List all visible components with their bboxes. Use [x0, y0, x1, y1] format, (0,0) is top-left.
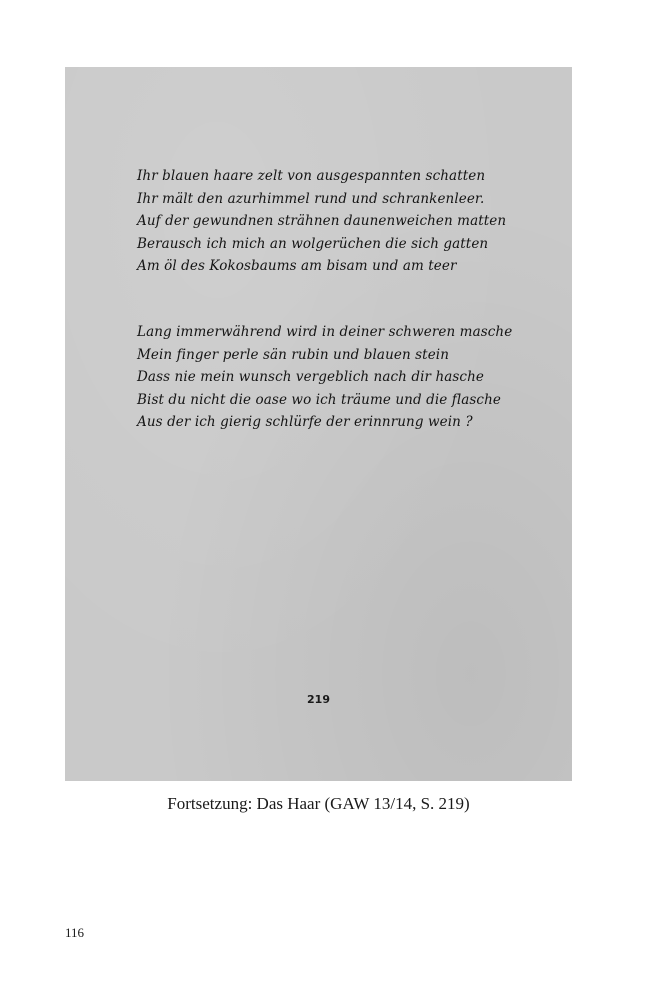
verse-line: Dass nie mein wunsch vergeblich nach dir hasche: [137, 369, 484, 385]
stanza-2: [137, 321, 512, 434]
verse-line: Bist du nicht die oase wo ich träume und die flasche: [137, 391, 501, 408]
verse-line: Berausch ich mich an wolgerüchen die sich gatten: [137, 235, 489, 252]
verse-line: Auf der gewundnen strähnen daunenweichen matten: [137, 213, 507, 229]
stanza-1: [137, 165, 506, 278]
verse-line: Am öl des Kokosbaums am bisam und am teer: [137, 258, 457, 274]
verse-line: Mein finger perle sän rubin und blauen stein: [137, 346, 449, 363]
manuscript-scan: [65, 67, 572, 781]
page-number: 116: [65, 925, 85, 940]
verse-line: Lang immerwährend wird in deiner schweren masche: [137, 324, 513, 340]
manuscript-page-number: 219: [307, 693, 330, 706]
figure-caption: Fortsetzung: Das Haar (GAW 13/14, S. 219): [167, 794, 470, 813]
verse-line: Ihr blauen haare zelt von ausgespannten schatten: [137, 168, 486, 184]
verse-line: Ihr mält den azurhimmel rund und schrankenleer.: [137, 190, 485, 207]
verse-line: Aus der ich gierig schlürfe der erinnrung wein ?: [137, 414, 473, 430]
